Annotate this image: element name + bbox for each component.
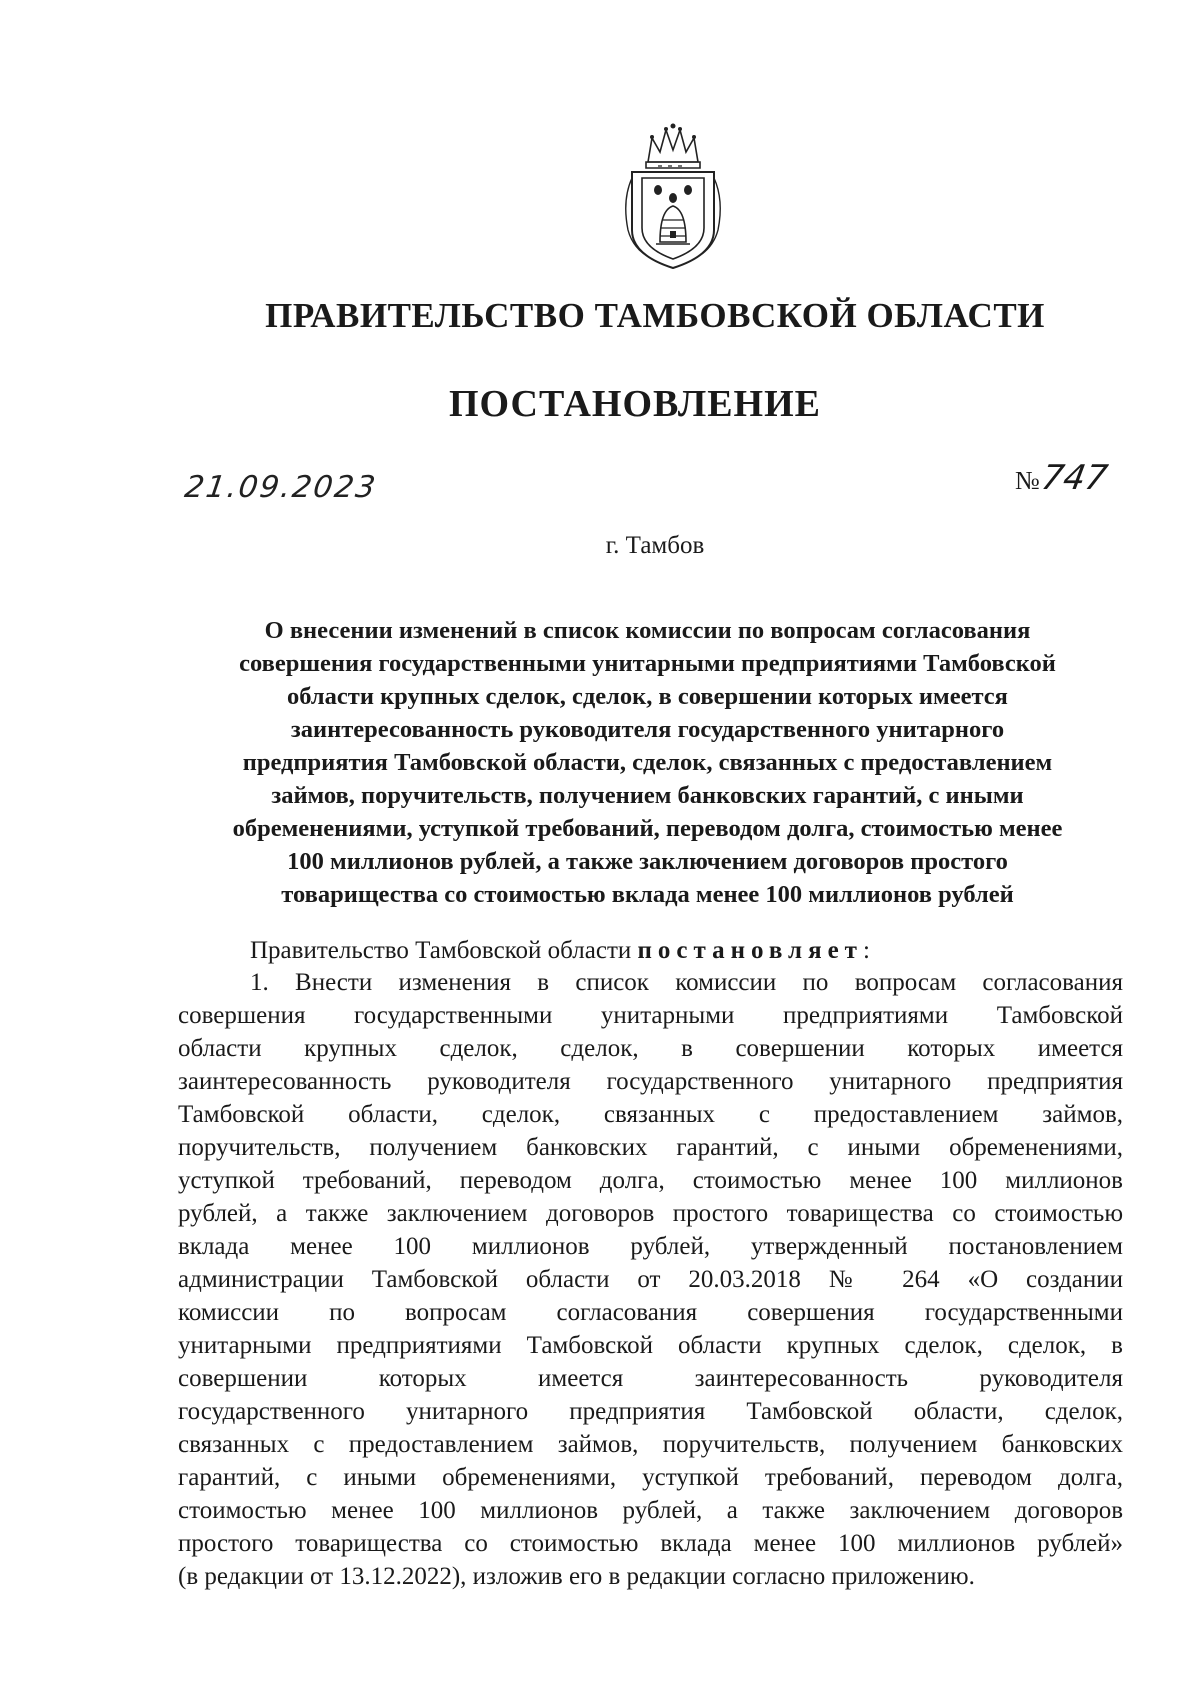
body-line: унитарными предприятиями Тамбовской области крупных сделок, сделок, в (178, 1332, 1123, 1359)
subject-line: обременениями, уступкой требований, переводом долга, стоимостью менее (232, 815, 1063, 842)
body-paragraph (178, 966, 1123, 1593)
document-subject (175, 614, 1120, 911)
subject-line: заинтересованность руководителя государственного унитарного (290, 716, 1005, 743)
body-line: рублей, а также заключением договоров простого товарищества со стоимостью (178, 1200, 1123, 1227)
preamble-colon: : (862, 937, 870, 964)
subject-line: займов, поручительств, получением банковских гарантий, с иными (271, 782, 1024, 809)
subject-line: совершения государственными унитарными предприятиями Тамбовской (239, 650, 1056, 677)
body-line: вклада менее 100 миллионов рублей, утвержденный постановлением (178, 1233, 1123, 1260)
document-number (1015, 458, 1111, 498)
government-title: ПРАВИТЕЛЬСТВО ТАМБОВСКОЙ ОБЛАСТИ (265, 296, 1045, 335)
subject-line: товарищества со стоимостью вклада менее 100 миллионов рублей (281, 881, 1014, 908)
preamble (250, 937, 870, 965)
body-line: простого товарищества со стоимостью вклада менее 100 миллионов рублей» (178, 1530, 1123, 1557)
body-line: гарантий, с иными обременениями, уступкой требований, переводом долга, (178, 1464, 1123, 1491)
body-line: совершении которых имеется заинтересованность руководителя (178, 1365, 1123, 1392)
subject-line: предприятия Тамбовской области, сделок, связанных с предоставлением (242, 749, 1053, 776)
body-line: (в редакции от 13.12.2022), изложив его в редакции согласно приложению. (178, 1563, 975, 1590)
number-sign: № (1015, 466, 1040, 495)
body-line: стоимостью менее 100 миллионов рублей, а также заключением договоров (178, 1497, 1123, 1524)
body-line: поручительств, получением банковских гарантий, с иными обременениями, (178, 1134, 1123, 1161)
body-line: государственного унитарного предприятия Тамбовской области, сделок, (178, 1398, 1123, 1425)
preamble-verb: постановляет (637, 937, 863, 964)
document-date: 21.09.2023 (182, 470, 380, 505)
body-line: связанных с предоставлением займов, поручительств, получением банковских (178, 1431, 1123, 1458)
preamble-text: Правительство Тамбовской области (250, 937, 638, 964)
body-line: комиссии по вопросам согласования совершения государственными (178, 1299, 1123, 1326)
body-line: уступкой требований, переводом долга, стоимостью менее 100 миллионов (178, 1167, 1123, 1194)
body-line: Тамбовской области, сделок, связанных с предоставлением займов, (178, 1101, 1123, 1128)
body-line: области крупных сделок, сделок, в совершении которых имеется (178, 1035, 1123, 1062)
body-line: совершения государственными унитарными предприятиями Тамбовской (178, 1002, 1123, 1029)
body-line: заинтересованность руководителя государственного унитарного предприятия (178, 1068, 1123, 1095)
subject-line: 100 миллионов рублей, а также заключением договоров простого (287, 848, 1008, 875)
city-line: г. Тамбов (605, 532, 705, 559)
subject-line: области крупных сделок, сделок, в совершении которых имеется (287, 683, 1008, 710)
body-line: 1. Внести изменения в список комиссии по вопросам согласования (250, 969, 1123, 996)
body-line: администрации Тамбовской области от 20.03.2018 № 264 «О создании (178, 1266, 1123, 1293)
coat-of-arms-icon (618, 120, 728, 270)
subject-line: О внесении изменений в список комиссии по вопросам согласования (264, 617, 1031, 644)
number-value: 747 (1038, 458, 1111, 498)
document-type: ПОСТАНОВЛЕНИЕ (448, 383, 822, 425)
